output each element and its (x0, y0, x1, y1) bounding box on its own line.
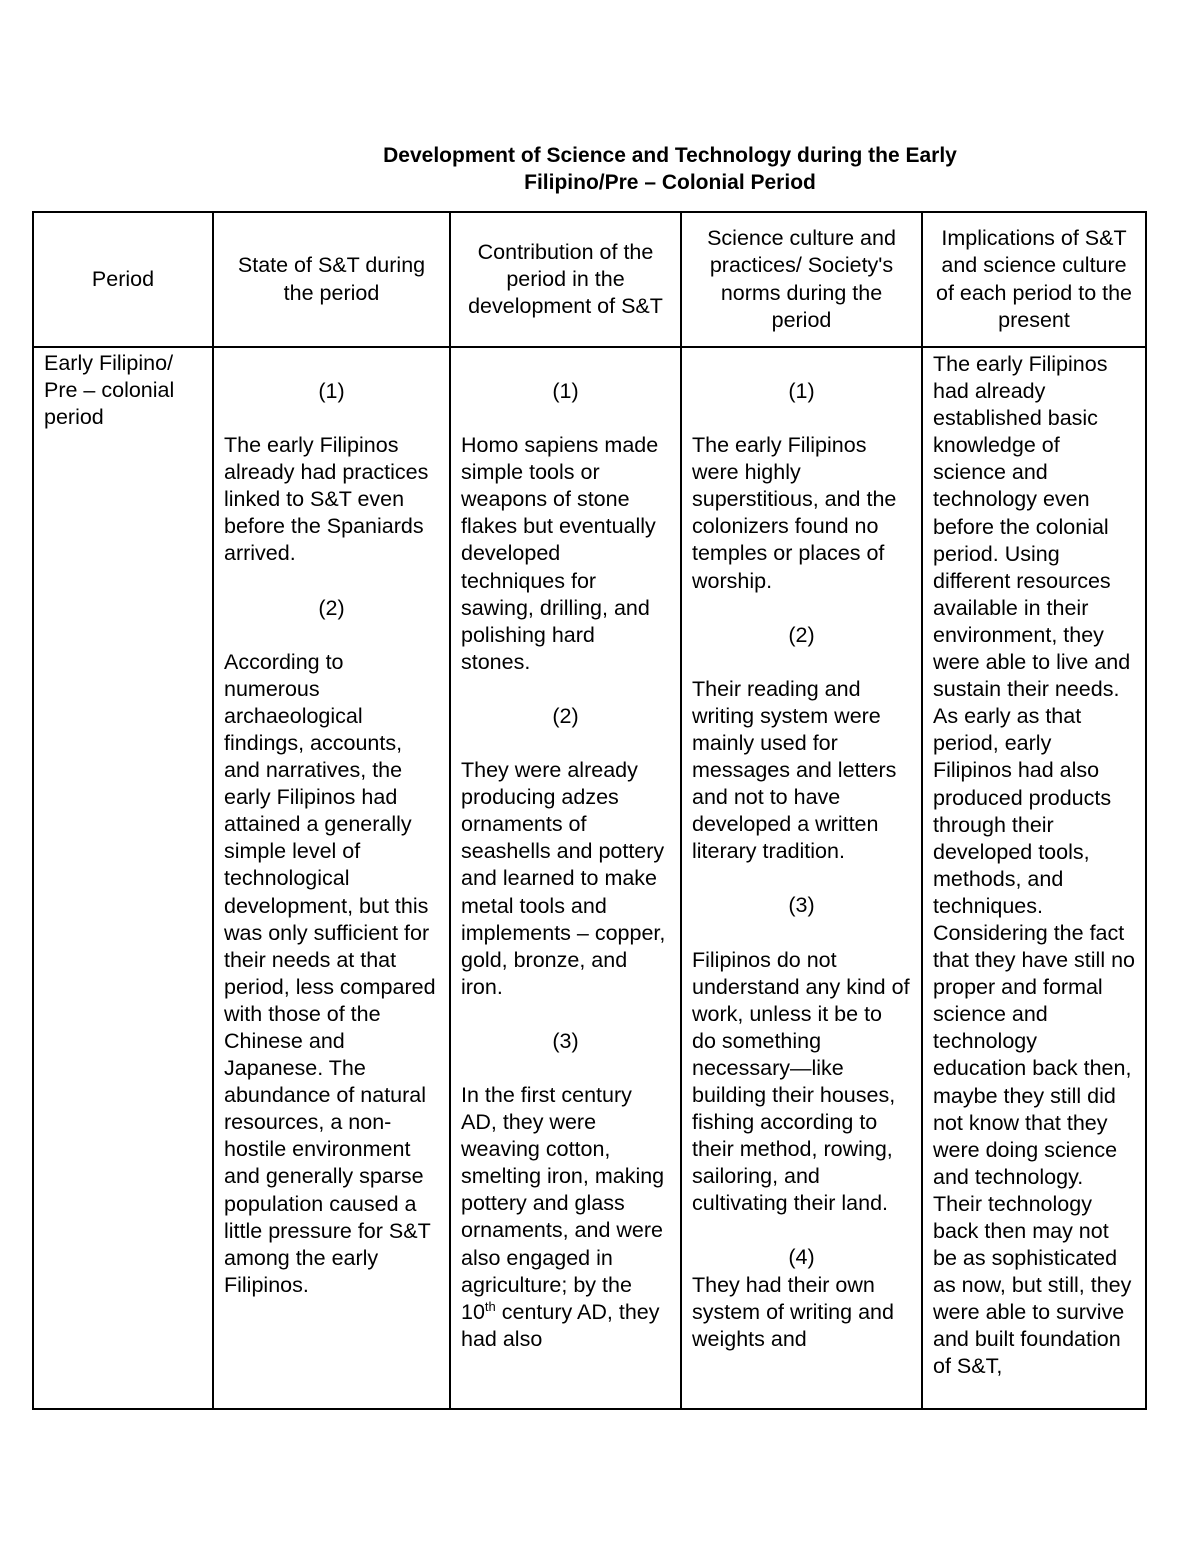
title-line-2: Filipino/Pre – Colonial Period (524, 171, 816, 194)
item-number: (2) (318, 595, 345, 620)
item-number: (2) (552, 703, 579, 728)
contribution-paragraph-2: They were already producing adzes ornaments of seashells and pottery and learned to make metal tools and implements – copper, gold, bronze, and iron. (461, 758, 666, 999)
item-number: (3) (788, 893, 815, 918)
item-number: (1) (552, 379, 579, 403)
state-paragraph-1: The early Filipinos already had practices linked to S&T even before the Spaniards arrived. (224, 433, 429, 566)
contribution-paragraph-1: Homo sapiens made simple tools or weapons of stone flakes but eventually developed techniques for sawing, drilling, and polishing hard stones. (461, 433, 659, 674)
header-period: Period (33, 212, 213, 347)
state-paragraph-2: According to numerous archaeological findings, accounts, and narratives, the early Filipinos had attained a generally simple level of technological development, but this was only sufficient for their needs at that period, less compared with those of the Chinese and Japanese. The abundance of natural resources, a non-hostile environment and generally sparse population caused a little pressure for S&T among the early Filipinos. (224, 649, 436, 1297)
header-culture: Science culture and practices/ Society's norms during the period (681, 212, 922, 347)
culture-paragraph-4: They had their own system of writing and weights and (692, 1272, 894, 1351)
cell-period: Early Filipino/ Pre – colonial period (33, 347, 213, 1409)
header-state: State of S&T during the period (213, 212, 450, 347)
culture-paragraph-1: The early Filipinos were highly superstitious, and the colonizers found no temples or places of worship. (692, 433, 897, 593)
contribution-paragraph-3: In the first century AD, they were weaving cotton, smelting iron, making pottery and glass ornaments, and were also engaged in agriculture; by the 10th century AD, they had also (461, 1082, 665, 1351)
cell-implications: The early Filipinos had already established basic knowledge of science and technology even before the colonial period. Using different resources available in their environment, they were able to live and sustain their needs. As early as that period, early Filipinos had also produced products through their developed tools, methods, and techniques. Considering the fact that they have still no proper and formal science and technology education back then, maybe they still did not know that they were doing science and technology. Their technology back then may not be as sophisticated as now, but still, they were able to survive and built foundation of S&T, (922, 347, 1146, 1409)
table-row (33, 347, 1146, 1409)
cell-culture (681, 347, 922, 1409)
header-implications: Implications of S&T and science culture of each period to the present (922, 212, 1146, 347)
culture-paragraph-2: Their reading and writing system were mainly used for messages and letters and not to have developed a written literary tradition. (692, 676, 897, 864)
item-number: (1) (788, 379, 815, 403)
document-title (180, 142, 1160, 196)
item-number: (4) (788, 1245, 815, 1270)
item-number: (2) (788, 622, 815, 647)
table-header-row (33, 212, 1146, 347)
item-number: (1) (318, 379, 345, 403)
title-line-1: Development of Science and Technology during the Early (383, 144, 957, 167)
item-number: (3) (552, 1028, 579, 1053)
cell-state (213, 347, 450, 1409)
culture-paragraph-3: Filipinos do not understand any kind of work, unless it be to do something necessary—like building their houses, fishing according to their method, rowing, sailoring, and cultivating their land. (692, 947, 910, 1216)
header-contribution: Contribution of the period in the development of S&T (450, 212, 681, 347)
st-development-table (32, 211, 1147, 1410)
cell-contribution (450, 347, 681, 1409)
